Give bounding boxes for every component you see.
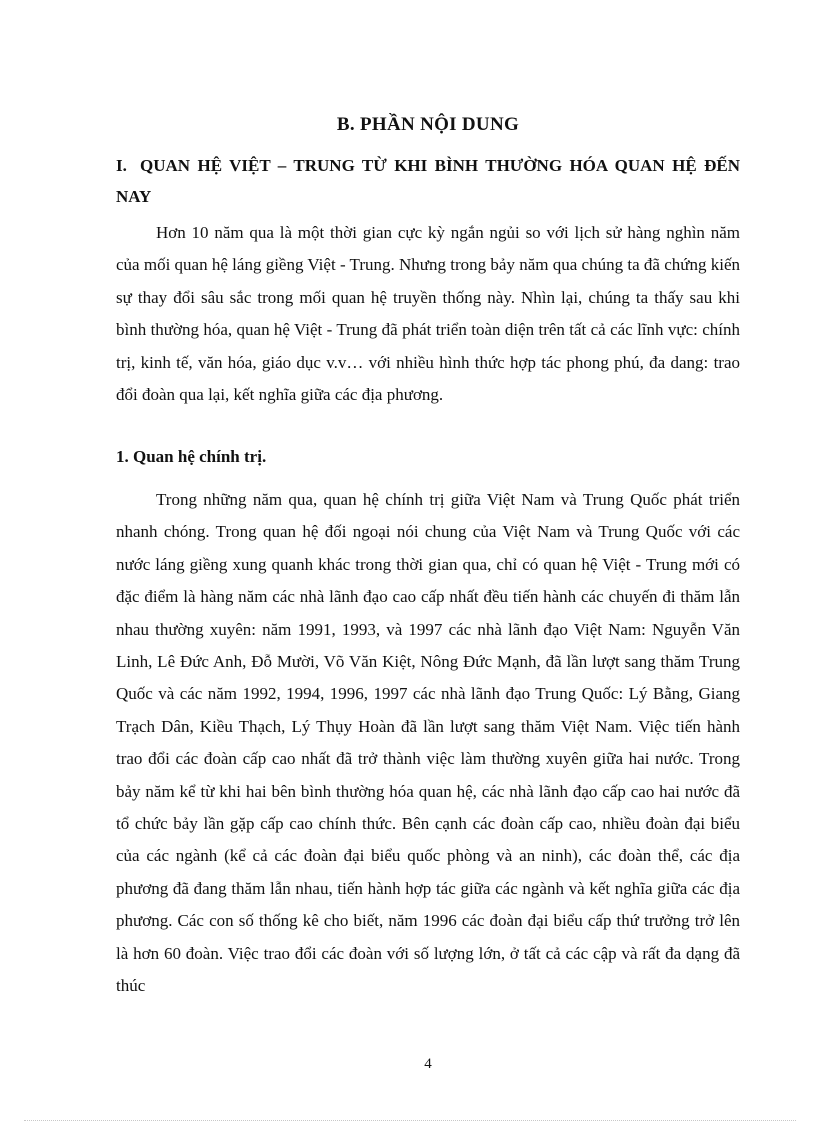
page-bottom-divider	[24, 1120, 796, 1121]
paragraph-political-relations: Trong những năm qua, quan hệ chính trị giữa Việt Nam và Trung Quốc phát triển nhanh chóng. Trong quan hệ đối ngoại nói chung của Việt Nam và Trung Quốc với các nước láng giềng xung quanh khác trong thời gian qua, chỉ có quan hệ Việt - Trung mới có đặc điểm là hàng năm các nhà lãnh đạo cao cấp nhất đều tiến hành các chuyến đi thăm lẫn nhau thường xuyên: năm 1991, 1993, và 1997 các nhà lãnh đạo Việt Nam: Nguyễn Văn Linh, Lê Đức Anh, Đỗ Mười, Võ Văn Kiệt, Nông Đức Mạnh, đã lần lượt sang thăm Trung Quốc và các năm 1992, 1994, 1996, 1997 các nhà lãnh đạo Trung Quốc: Lý Bằng, Giang Trạch Dân, Kiều Thạch, Lý Thụy Hoàn đã lần lượt sang thăm Việt Nam. Việc tiến hành trao đổi các đoàn cấp cao nhất đã trở thành việc làm thường xuyên giữa hai nước. Trong bảy năm kể từ khi hai bên bình thường hóa quan hệ, các nhà lãnh đạo cấp cao hai nước đã tổ chức bảy lần gặp cấp cao chính thức. Bên cạnh các đoàn cấp cao, nhiều đoàn đại biểu của các ngành (kể cả các đoàn đại biểu quốc phòng và an ninh), các đoàn thể, các địa phương đã đang thăm lẫn nhau, tiến hành hợp tác giữa các ngành và kết nghĩa giữa các địa phương. Các con số thống kê cho biết, năm 1996 các đoàn đại biểu cấp thứ trưởng trở lên là hơn 60 đoàn. Việc trao đổi các đoàn với số lượng lớn, ở tất cả các cập và rất đa dạng đã thúc	[116, 490, 740, 996]
section-title: QUAN HỆ VIỆT – TRUNG TỪ KHI BÌNH THƯỜNG HÓA QUAN HỆ ĐẾN NAY	[116, 156, 740, 206]
section-number: I.	[116, 156, 127, 175]
paragraph-intro: Hơn 10 năm qua là một thời gian cực kỳ ngắn ngủi so với lịch sử hàng nghìn năm của mối quan hệ láng giềng Việt - Trung. Nhưng trong bảy năm qua chúng ta đã chứng kiến sự thay đổi sâu sắc trong mối quan hệ truyền thống này. Nhìn lại, chúng ta thấy sau khi bình thường hóa, quan hệ Việt - Trung đã phát triển toàn diện trên tất cả các lĩnh vực: chính trị, kinh tế, văn hóa, giáo dục v.v… với nhiều hình thức hợp tác phong phú, đa dang: trao đổi đoàn qua lại, kết nghĩa giữa các địa phương.	[116, 223, 740, 405]
page-number: 4	[424, 1056, 432, 1072]
section-heading	[116, 150, 740, 212]
main-heading: B. PHẦN NỘI DUNG	[336, 114, 520, 135]
subheading-political-relations: 1. Quan hệ chính trị.	[116, 447, 267, 466]
